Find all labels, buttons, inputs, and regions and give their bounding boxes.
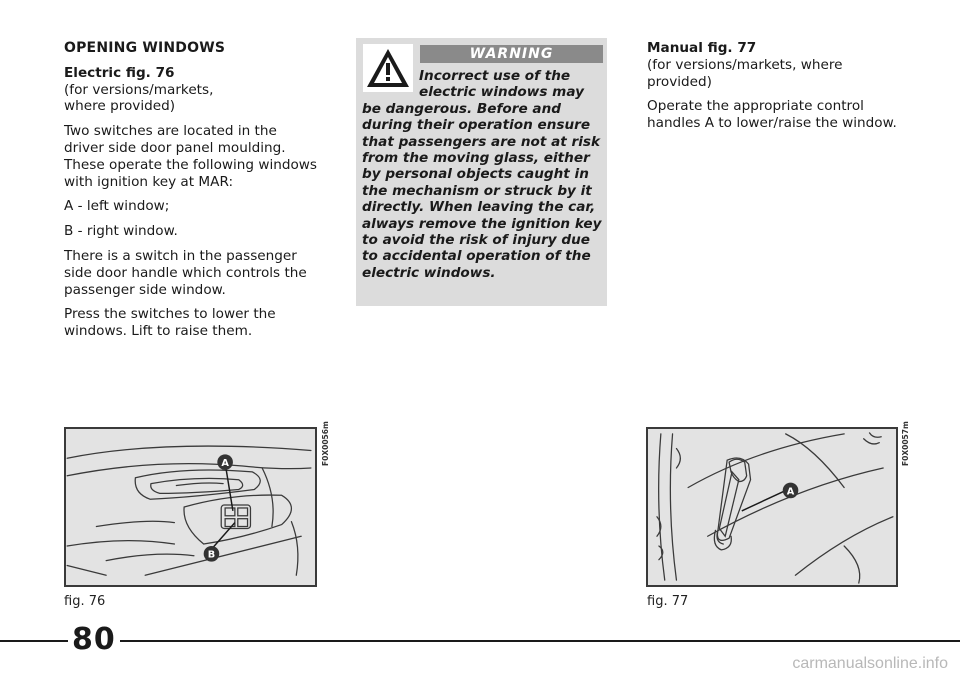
electric-intro [64, 65, 320, 115]
section-heading: OPENING WINDOWS [64, 40, 226, 56]
manual-para-1: Operate the appropriate control handles A to lower/raise the window. [647, 98, 897, 132]
item-b: B - right window. [64, 223, 178, 240]
electric-para-2: There is a switch in the passenger side door handle which controls the passenger side window. [64, 247, 307, 298]
warning-text-first: Incorrect use of the electric windows may [419, 68, 584, 101]
item-a: A - left window; [64, 198, 170, 215]
callout-a-label: A [221, 458, 229, 470]
electric-note: (for versions/markets, where provided) [64, 81, 214, 115]
manual-note: (for versions/markets, where provided) [647, 56, 843, 90]
electric-subhead: Electric fig. 76 [64, 64, 175, 81]
warning-box [356, 38, 607, 306]
footer-rule-right [120, 640, 960, 642]
figure-77 [646, 427, 898, 587]
left-column [64, 40, 320, 348]
figure-77-caption: fig. 77 [647, 594, 689, 609]
figure-76-code: F0X0056m [321, 421, 330, 466]
warning-title: WARNING [420, 45, 603, 63]
footer-rule-left [0, 640, 68, 642]
manual-intro [647, 40, 897, 90]
warning-text [362, 68, 605, 281]
door-switch-illustration [66, 429, 315, 585]
figure-76 [64, 427, 317, 587]
electric-para-3: Press the switches to lower the windows. Lift to raise them. [64, 306, 276, 340]
electric-para-1: Two switches are located in the driver side door panel moulding. These operate the following windows with ignition key at MAR: [64, 123, 318, 190]
figure-77-code: F0X0057m [901, 421, 910, 466]
manual-subhead: Manual fig. 77 [647, 40, 757, 56]
callout-b-label: B [207, 549, 216, 561]
figure-76-caption: fig. 76 [64, 594, 106, 609]
window-crank-illustration [648, 429, 896, 585]
right-column [647, 40, 897, 140]
page-number: 80 [72, 622, 116, 657]
watermark: carmanualsonline.info [792, 655, 948, 672]
warning-text-rest: be dangerous. Before and during their operation ensure that passengers are not at risk from the moving glass, either by personal objects caught in the mechanism or struck by it directly. When leaving the car, always remove the ignition key to avoid the risk of injury due to accidental operation of the electric windows. [362, 100, 602, 281]
callout-a-label: A [786, 486, 795, 498]
